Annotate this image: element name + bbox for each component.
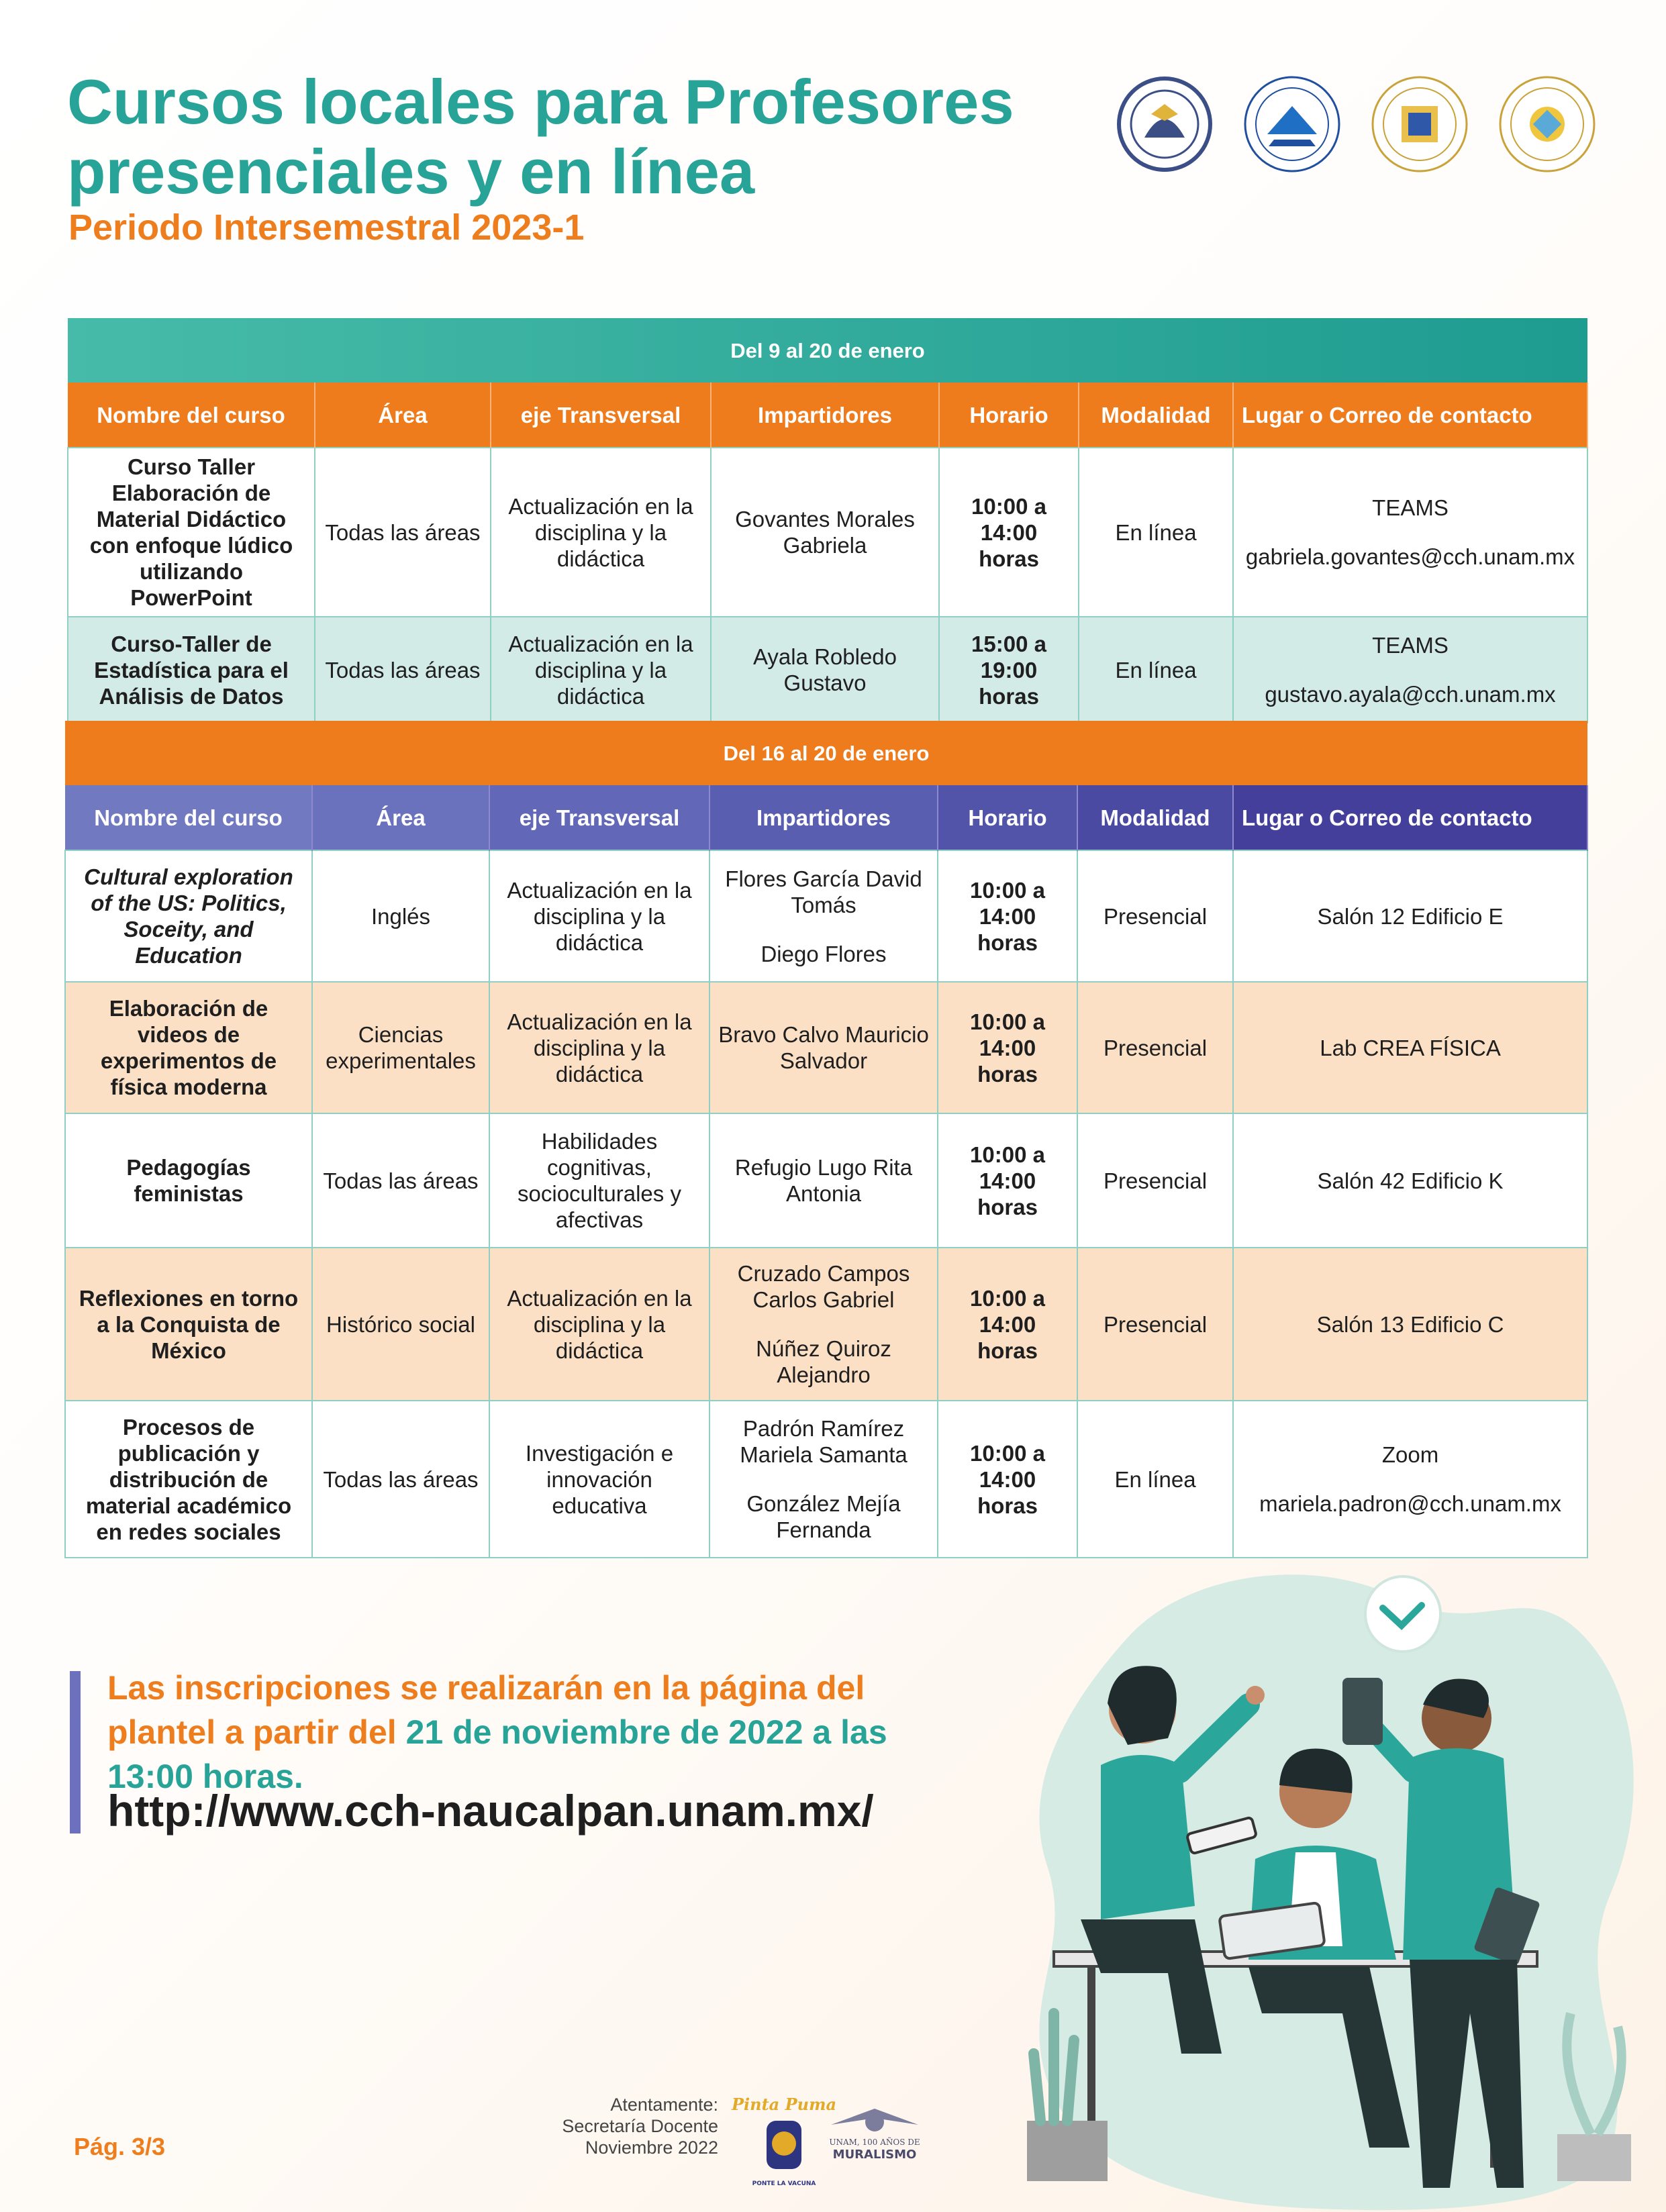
course-lugar — [1233, 617, 1587, 723]
lugar-platform: TEAMS — [1372, 633, 1449, 658]
team-meeting-illustration — [967, 1544, 1666, 2212]
sign-line-3: Noviembre 2022 — [585, 2138, 718, 2158]
course-eje: Actualización en la disciplina y la didáctica — [491, 617, 711, 723]
col-header-horario: Horario — [939, 383, 1079, 448]
page-subtitle: Periodo Intersemestral 2023-1 — [68, 207, 585, 248]
course-modalidad: Presencial — [1077, 1248, 1233, 1401]
page-title — [67, 67, 1014, 207]
cch-naucalpan-logo — [1369, 74, 1470, 174]
registration-url-link[interactable]: http://www.cch-naucalpan.unam.mx/ — [107, 1786, 874, 1836]
col-header-nombre: Nombre del curso — [65, 785, 312, 850]
table-row — [68, 448, 1587, 617]
course-name: Cultural exploration of the US: Politics, Soceity, and Education — [65, 850, 312, 982]
course-name: Curso-Taller de Estadística para el Análisis de Datos — [68, 617, 315, 723]
course-area: Todas las áreas — [315, 617, 491, 723]
muralismo-badge — [818, 2098, 932, 2165]
period-header: Del 9 al 20 de enero — [68, 318, 1587, 383]
svg-text:MURALISMO: MURALISMO — [832, 2148, 917, 2162]
period-header: Del 16 al 20 de enero — [65, 721, 1587, 785]
course-area: Inglés — [312, 850, 489, 982]
contact-email-link[interactable]: gustavo.ayala@cch.unam.mx — [1265, 682, 1556, 707]
col-header-modalidad: Modalidad — [1079, 383, 1233, 448]
table-row — [65, 982, 1587, 1113]
cch-logo — [1242, 74, 1342, 174]
registration-notice — [107, 1666, 940, 1799]
course-modalidad: Presencial — [1077, 850, 1233, 982]
course-name: Curso Taller Elaboración de Material Didáctico con enfoque lúdico utilizando PowerPoint — [68, 448, 315, 617]
unam-seal-logo — [1114, 74, 1215, 174]
col-header-eje: eje Transversal — [489, 785, 709, 850]
table-row — [65, 1248, 1587, 1401]
sign-line-1: Atentamente: — [610, 2095, 718, 2115]
table-row — [65, 850, 1587, 982]
col-header-area: Área — [315, 383, 491, 448]
notice-accent-bar — [70, 1671, 81, 1833]
col-header-eje: eje Transversal — [491, 383, 711, 448]
course-impartidores — [709, 1113, 938, 1248]
courses-table-january-16-20 — [64, 721, 1588, 1558]
course-area: Ciencias experimentales — [312, 982, 489, 1113]
course-impartidores — [709, 850, 938, 982]
course-horario: 15:00 a 19:00 horas — [939, 617, 1079, 723]
courses-table-january-9-20 — [67, 318, 1588, 723]
course-horario: 10:00 a 14:00 horas — [938, 982, 1077, 1113]
svg-text:PONTE LA VACUNA: PONTE LA VACUNA — [752, 2180, 816, 2187]
course-eje: Actualización en la disciplina y la didáctica — [491, 448, 711, 617]
institution-logos — [1114, 67, 1611, 188]
col-header-nombre: Nombre del curso — [68, 383, 315, 448]
course-area: Todas las áreas — [312, 1113, 489, 1248]
title-line-2: presenciales y en línea — [67, 136, 755, 207]
impartidor-2: González Mejía Fernanda — [746, 1491, 901, 1542]
course-horario: 10:00 a 14:00 horas — [938, 850, 1077, 982]
course-impartidores — [709, 982, 938, 1113]
course-eje: Actualización en la disciplina y la didáctica — [489, 1248, 709, 1401]
course-lugar — [1233, 1401, 1587, 1558]
signature-block — [510, 2094, 718, 2158]
course-impartidores — [709, 1248, 938, 1401]
lugar-platform: TEAMS — [1372, 495, 1449, 520]
impartidor-1: Padrón Ramírez Mariela Samanta — [740, 1416, 908, 1467]
page-number: Pág. 3/3 — [74, 2133, 166, 2160]
table-row — [65, 1401, 1587, 1558]
course-lugar: Salón 13 Edificio C — [1233, 1248, 1587, 1401]
course-modalidad: En línea — [1077, 1401, 1233, 1558]
course-eje: Actualización en la disciplina y la didáctica — [489, 850, 709, 982]
col-header-lugar: Lugar o Correo de contacto — [1233, 785, 1587, 850]
col-header-area: Área — [312, 785, 489, 850]
course-impartidores: Govantes Morales Gabriela — [711, 448, 939, 617]
contact-email-link[interactable]: gabriela.govantes@cch.unam.mx — [1245, 544, 1575, 569]
notice-text: Las inscripciones se realizarán en la página del plantel a partir del — [107, 1669, 865, 1751]
course-modalidad: Presencial — [1077, 1113, 1233, 1248]
course-horario: 10:00 a 14:00 horas — [938, 1401, 1077, 1558]
lugar-platform: Zoom — [1381, 1442, 1439, 1467]
table-row — [65, 1113, 1587, 1248]
col-header-horario: Horario — [938, 785, 1077, 850]
course-impartidores: Ayala Robledo Gustavo — [711, 617, 939, 723]
course-horario: 10:00 a 14:00 horas — [938, 1113, 1077, 1248]
impartidor-1: Bravo Calvo Mauricio Salvador — [718, 1022, 929, 1073]
course-modalidad: En línea — [1079, 617, 1233, 723]
course-lugar: Salón 42 Edificio K — [1233, 1113, 1587, 1248]
course-eje: Habilidades cognitivas, socioculturales y afectivas — [489, 1113, 709, 1248]
impartidor-2: Diego Flores — [761, 941, 887, 966]
course-eje: Actualización en la disciplina y la didáctica — [489, 982, 709, 1113]
course-lugar: Salón 12 Edificio E — [1233, 850, 1587, 982]
impartidor-1: Cruzado Campos Carlos Gabriel — [737, 1261, 910, 1312]
impartidor-1: Flores García David Tomás — [725, 866, 922, 917]
course-horario: 10:00 a 14:00 horas — [939, 448, 1079, 617]
course-modalidad: Presencial — [1077, 982, 1233, 1113]
sign-line-2: Secretaría Docente — [562, 2116, 718, 2136]
course-area: Todas las áreas — [312, 1401, 489, 1558]
col-header-modalidad: Modalidad — [1077, 785, 1233, 850]
contact-email-link[interactable]: mariela.padron@cch.unam.mx — [1259, 1491, 1561, 1516]
title-line-1: Cursos locales para Profesores — [67, 66, 1014, 137]
col-header-lugar: Lugar o Correo de contacto — [1233, 383, 1587, 448]
impartidor-1: Refugio Lugo Rita Antonia — [734, 1155, 913, 1206]
course-horario: 10:00 a 14:00 horas — [938, 1248, 1077, 1401]
table-row — [68, 617, 1587, 723]
col-header-impartidores: Impartidores — [709, 785, 938, 850]
pinta-puma-badge — [731, 2091, 837, 2192]
course-area: Todas las áreas — [315, 448, 491, 617]
course-name: Elaboración de videos de experimentos de física moderna — [65, 982, 312, 1113]
course-area: Histórico social — [312, 1248, 489, 1401]
course-eje: Investigación e innovación educativa — [489, 1401, 709, 1558]
course-modalidad: En línea — [1079, 448, 1233, 617]
notice-date-highlight: 21 de noviembre de 2022 a las 13:00 horas. — [107, 1713, 887, 1795]
col-header-impartidores: Impartidores — [711, 383, 939, 448]
course-name: Procesos de publicación y distribución de material académico en redes sociales — [65, 1401, 312, 1558]
course-name: Reflexiones en torno a la Conquista de México — [65, 1248, 312, 1401]
course-lugar: Lab CREA FÍSICA — [1233, 982, 1587, 1113]
course-lugar — [1233, 448, 1587, 617]
secretaria-docente-logo — [1497, 74, 1598, 174]
svg-text:UNAM, 100 AÑOS DE: UNAM, 100 AÑOS DE — [829, 2138, 920, 2147]
svg-text:Pinta Puma: Pinta Puma — [731, 2095, 837, 2114]
course-impartidores — [709, 1401, 938, 1558]
course-name: Pedagogías feministas — [65, 1113, 312, 1248]
impartidor-2: Núñez Quiroz Alejandro — [756, 1336, 891, 1387]
